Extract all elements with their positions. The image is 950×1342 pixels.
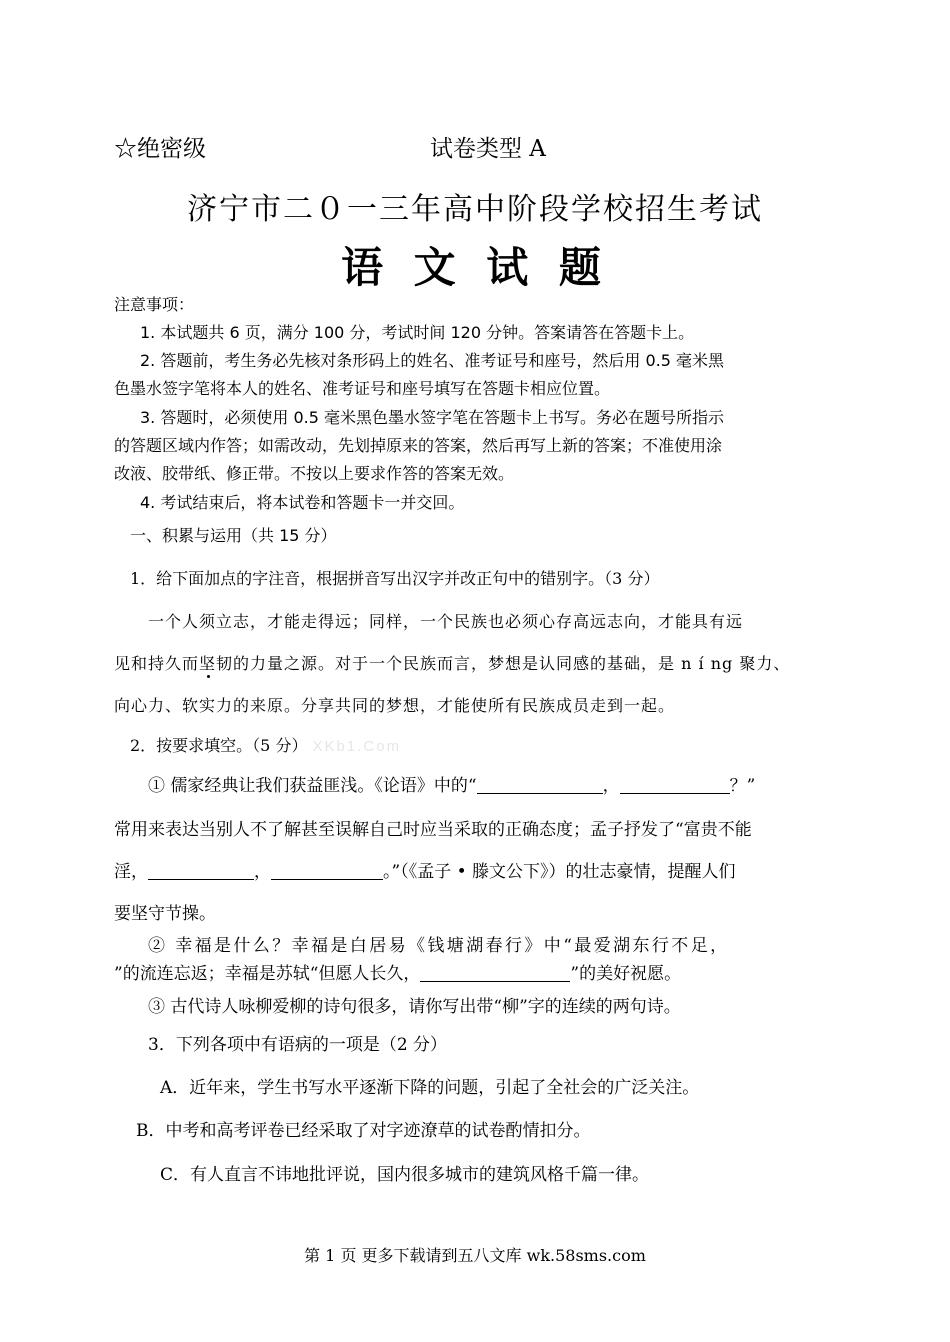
q3-option-c: C．有人直言不讳地批评说，国内很多城市的建筑风格千篇一律。 (160, 1165, 650, 1185)
answer-blank[interactable] (271, 862, 383, 880)
paper-type: 试卷类型 A (430, 136, 546, 162)
q2-stem-text: 2．按要求填空。（5 分） (130, 736, 308, 755)
answer-blank[interactable] (420, 964, 570, 982)
subject-title: 语 文 试 题 (341, 243, 609, 292)
q2-item-1-text: 淫， (114, 862, 148, 882)
notice-item-3-line-2: 的答题区域内作答；如需改动，先划掉原来的答案，然后再写上新的答案；不准使用涂 (114, 436, 723, 455)
dotted-character: 坚 (199, 654, 217, 673)
q3-stem: 3．下列各项中有语病的一项是（2 分） (148, 1035, 448, 1055)
q2-item-2-line-1: ② 幸福是什么？幸福是白居易《钱塘湖春行》中“最爱湖东行不足， (148, 936, 730, 956)
notice-item-3-line-1: 3. 答题时，必须使用 0.5 毫米黑色墨水签字笔在答题卡上书写。务必在题号所指示 (140, 408, 724, 427)
q2-item-2-text: ”的流连忘返；幸福是苏轼“但愿人长久， (114, 964, 421, 984)
q2-item-1-line-3 (114, 857, 736, 882)
q2-item-1-line-1 (148, 771, 755, 796)
q2-item-1-text: ① 儒家经典让我们获益匪浅。《论语》中的“ (148, 776, 477, 796)
q1-passage-line-3: 向心力、软实力的来原。分享共同的梦想，才能使所有民族成员走到一起。 (114, 696, 676, 715)
q2-item-2-text: ”的美好祝愿。 (570, 964, 682, 984)
q3-option-b: B．中考和高考评卷已经采取了对字迹潦草的试卷酌情扣分。 (136, 1121, 591, 1141)
notice-heading: 注意事项： (114, 295, 195, 314)
q1-passage-text: 韧的力量之源。对于一个民族而言，梦想是认同感的基础，是 n í ng 聚力、 (216, 654, 791, 673)
q2-item-1-text: ， (602, 776, 620, 796)
q2-item-1-text: ， (254, 862, 271, 882)
q2-item-1-text: 。”（《孟子 • 滕文公下》）的壮志豪情，提醒人们 (383, 862, 736, 882)
secret-level: ☆绝密级 (114, 136, 206, 162)
answer-blank[interactable] (477, 776, 603, 794)
page-footer: 第 1 页 更多下载请到五八文库 wk.58sms.com (304, 1246, 646, 1265)
q2-item-1-line-2: 常用来表达当别人不了解甚至误解自己时应当采取的正确态度；孟子抒发了“富贵不能 (114, 820, 752, 840)
answer-blank[interactable] (620, 776, 730, 794)
q2-item-1-line-4: 要坚守节操。 (114, 904, 216, 924)
q2-stem (130, 733, 401, 756)
q2-item-2-line-2 (114, 959, 681, 984)
notice-item-3-line-3: 改液、胶带纸、修正带。不按以上要求作答的答案无效。 (114, 464, 515, 483)
answer-blank[interactable] (148, 862, 254, 880)
q1-stem: 1．给下面加点的字注音，根据拼音写出汉字并改正句中的错别字。（3 分） (130, 569, 660, 588)
q2-item-1-text: ？” (729, 776, 756, 796)
exam-title: 济宁市二０一三年高中阶段学校招生考试 (187, 192, 763, 227)
q2-item-3: ③ 古代诗人咏柳爱柳的诗句很多，请你写出带“柳”字的连续的两句诗。 (148, 997, 681, 1017)
notice-item-4: 4. 考试结束后，将本试卷和答题卡一并交回。 (140, 493, 465, 512)
q1-passage-line-2 (114, 651, 790, 674)
section-heading: 一、积累与运用（共 15 分） (130, 526, 337, 545)
q3-option-a: A．近年来，学生书写水平逐渐下降的问题，引起了全社会的广泛关注。 (160, 1078, 700, 1098)
watermark: XKb1.Com (312, 738, 402, 755)
notice-item-2-line-1: 2. 答题前，考生务必先核对条形码上的姓名、准考证号和座号，然后用 0.5 毫米黑 (140, 351, 724, 370)
notice-item-1: 1. 本试题共 6 页，满分 100 分，考试时间 120 分钟。答案请答在答题卡上。 (140, 323, 695, 342)
notice-item-2-line-2: 色墨水签字笔将本人的姓名、准考证号和座号填写在答题卡相应位置。 (114, 379, 611, 398)
q1-passage-line-1: 一个人须立志，才能走得远；同样，一个民族也必须心存高远志向，才能具有远 (148, 612, 744, 631)
q1-passage-text: 见和持久而 (114, 654, 200, 673)
